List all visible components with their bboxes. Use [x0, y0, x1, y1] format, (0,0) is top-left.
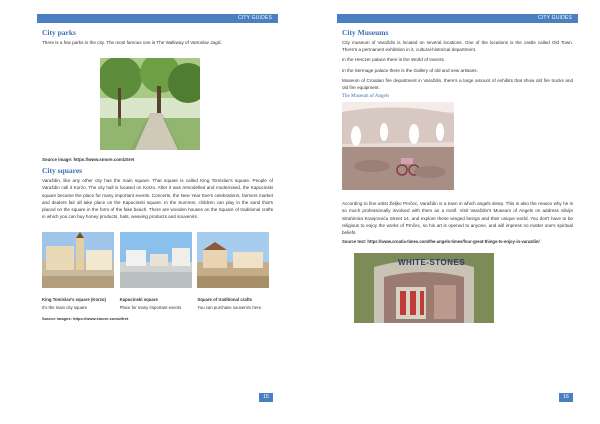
square-photo-crafts	[197, 232, 269, 288]
header-bar	[337, 14, 578, 23]
square-desc: It's the main city square	[42, 305, 88, 311]
museums-paragraph-4: Museum of Croatian fire department in Varaždin, there's a large amount of exhibits that show old fire trucks and old fire equipment.	[342, 77, 573, 91]
page-number: 15	[259, 393, 273, 402]
park-photo	[100, 58, 200, 150]
square-photo-korzo	[42, 232, 114, 288]
square-card	[42, 232, 118, 311]
angels-museum-photo	[342, 102, 454, 190]
square-photo-kapucinski	[120, 232, 192, 288]
parks-text: There is a few parks in the city. The most famous one is The Walkway of Vatroslav Jagić.	[42, 40, 223, 45]
square-desc: You can purchase souvenirs here.	[197, 305, 263, 311]
sign-text: WHITE-STONES	[398, 258, 466, 268]
white-stones-photo	[354, 253, 494, 323]
squares-text: Varaždin, like any other city has the main square. That square is called King Tomislav's square. People of Varaždin call it Korzo. The city hall is located on Korzo. After it was remodelled and modernised, the Kapucinski square became the place for many important events. Concerts, the New Year Eve's celebrations, farmers market and dealers fair all take place on the Kapucinski square. In the Summer, children can play in the sand that's placed on the square in the form of the fake beach. There are wooden houses on the Square of traditional crafts in which you can buy honey products, hats, weaving products and souvenirs.	[42, 178, 273, 220]
angels-source: Source text: https://www.croatia-times.com/the-angels-times/four-great-things-to-enjoy-in-varazdin/	[342, 239, 540, 245]
parks-heading: City parks	[42, 28, 76, 37]
angels-illustration	[342, 102, 454, 190]
squares-source: Source images: https://www.smore.com/z5ret	[42, 316, 129, 322]
park-illustration	[100, 58, 200, 150]
squares-heading: City squares	[42, 166, 83, 176]
header-bar	[37, 14, 278, 23]
museums-paragraph-2: In the Herczer palace there is the World of Insects.	[342, 57, 446, 63]
square-desc: Place for many important events	[119, 305, 182, 311]
museums-paragraph-3: In the Sermage palace there is the Gallery of old and new artisans.	[342, 67, 478, 73]
square-title: Kapucinski square	[119, 297, 158, 303]
museums-heading: City Museums	[342, 28, 389, 37]
header-title: CITY GUIDES	[537, 15, 572, 21]
left-page	[37, 14, 278, 404]
squares-gallery	[42, 232, 273, 311]
square-card	[120, 232, 196, 311]
square-card	[197, 232, 273, 311]
header-title: CITY GUIDES	[237, 15, 272, 21]
square-title: King Tomislav's square (Korzo)	[42, 297, 106, 303]
parks-source: Source image: https://www.smore.com/z5ret	[42, 157, 135, 163]
square-title: Square of traditional crafts	[197, 297, 253, 303]
angels-subtitle: The Museum of Angels	[342, 94, 390, 100]
right-page	[337, 14, 578, 404]
page-number: 16	[559, 393, 573, 402]
museums-paragraph-1: City museum of Varaždin is located on several locations. One of the locations is the castle called Old Town. There's a permanent exhibition in it, cultural-historical department.	[342, 40, 573, 53]
angels-text: According to fine artist Željko Prnčec, Varaždin is a town in which angels sleep. This is also the reason why he is so much professionally involved with them as a motif. Visit Varaždin's Museum of Angels on address Silvije Strahimira Kranjcevića Street 14, and explore these winged beings and their unique world. You don't have to be religious to enjoy the works of Prnčec, so his art is opened to anyone, and will impress no matter one's spiritual beliefs.	[342, 201, 573, 236]
